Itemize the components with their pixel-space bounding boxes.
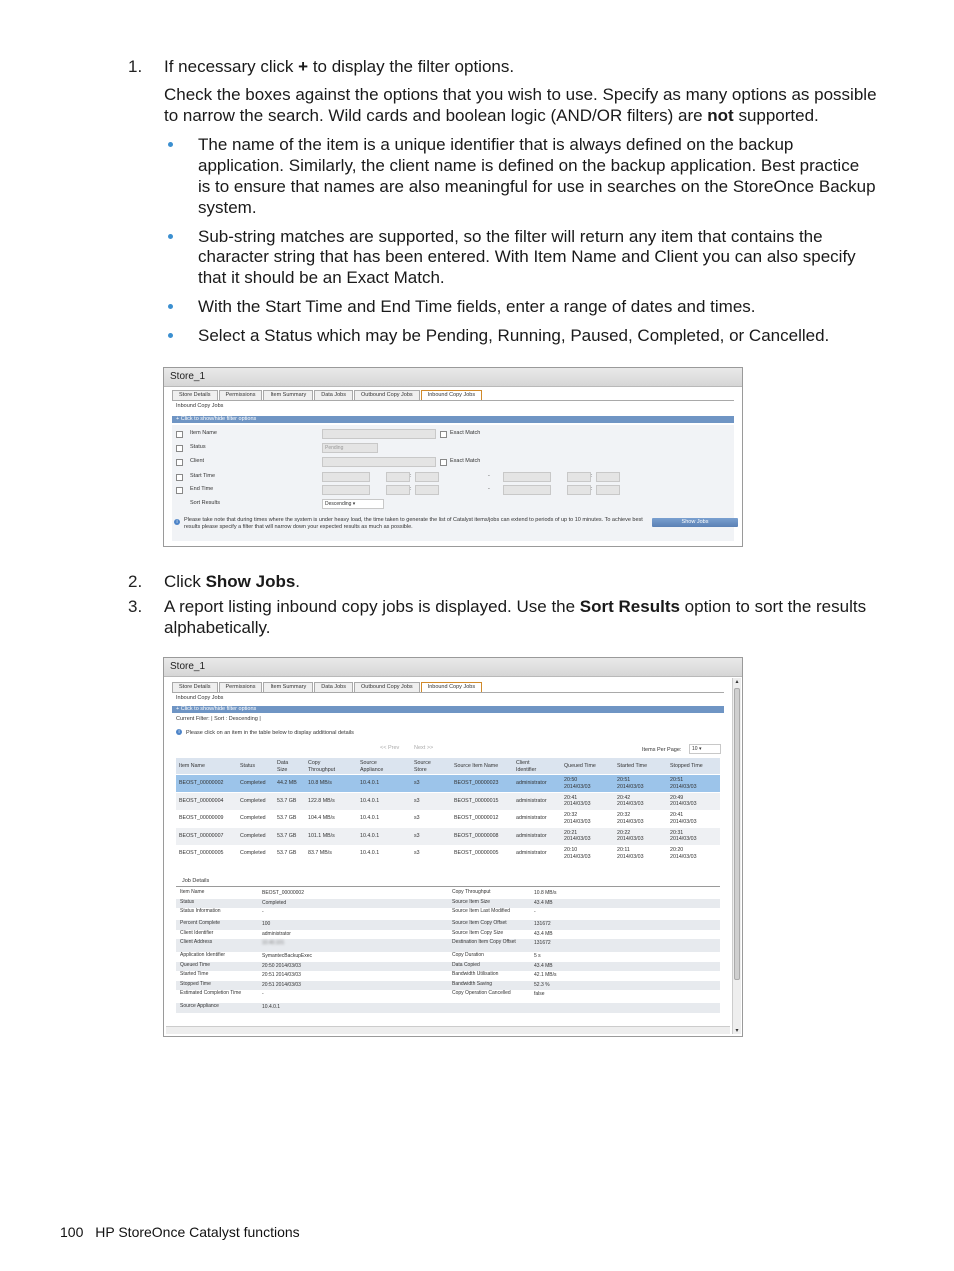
tab-data-jobs[interactable]: Data Jobs: [314, 390, 353, 400]
filter-panel: [172, 425, 734, 541]
end-minute-input[interactable]: [415, 485, 439, 495]
end-hour-input[interactable]: [386, 485, 410, 495]
horizontal-scrollbar[interactable]: [166, 1026, 730, 1034]
end-end-minute-input[interactable]: [596, 485, 620, 495]
bullet-3-icon: [168, 304, 173, 309]
step-1-number: 1.: [128, 57, 143, 76]
table-row[interactable]: [176, 828, 720, 845]
client-checkbox[interactable]: [176, 459, 183, 466]
detail-row: [176, 971, 720, 981]
filter-row-sort: [172, 497, 734, 510]
end-time-colon: :: [410, 486, 412, 492]
bullet-1-line-1: The name of the item is a unique identifier that is always defined on the backup: [198, 135, 794, 154]
cell-source-item-name: BEOST_00000023: [454, 780, 499, 786]
detail-value: 43.4 MB: [534, 900, 553, 906]
show-jobs-button[interactable]: Show Jobs: [652, 518, 738, 527]
start-end-hour-input[interactable]: [567, 472, 591, 482]
detail-label: Item Name: [180, 889, 205, 895]
detail-label: Copy Operation Cancelled: [452, 990, 511, 996]
start-end-date-input[interactable]: [503, 472, 551, 482]
bullet-4-line-1: Select a Status which may be Pending, Running, Paused, Completed, or Cancelled.: [198, 326, 830, 345]
cell-status: Completed: [240, 815, 266, 821]
detail-row: [176, 908, 720, 920]
detail-value: SymantecBackupExec: [262, 953, 313, 959]
step-3-line-2: alphabetically.: [164, 618, 271, 637]
detail-label: Estimated Completion Time: [180, 990, 242, 996]
tab-divider-2: [172, 692, 724, 693]
info-icon: i: [174, 519, 180, 525]
cell-status: Completed: [240, 832, 266, 839]
detail-label: Copy Throughput: [452, 889, 491, 895]
step-2-number: 2.: [128, 572, 143, 591]
bullet-1-icon: [168, 142, 173, 147]
detail-label: Copy Duration: [452, 952, 484, 958]
step-3-line-1: A report listing inbound copy jobs is displayed. Use the Sort Results option to sort the results: [164, 597, 867, 616]
detail-row: [176, 889, 720, 899]
detail-value: Completed: [262, 900, 287, 906]
table-row[interactable]: [176, 793, 720, 810]
scrollbar-thumb[interactable]: [734, 688, 740, 980]
cell-data-size: 44.2 MB: [277, 780, 297, 786]
detail-label: Source Item Copy Offset: [452, 920, 507, 926]
cell-source-store: s3: [414, 797, 420, 804]
col-queued-time[interactable]: Queued Time: [564, 763, 596, 769]
filter-row-end-time: [172, 483, 734, 496]
cell-source-store: s3: [414, 850, 420, 856]
col-client-identifier[interactable]: Client Identifier: [516, 760, 537, 773]
cell-stopped-time: 20:41 2014/03/03: [670, 812, 697, 825]
scroll-down-icon[interactable]: ▾: [735, 1028, 739, 1034]
detail-row: [176, 952, 720, 962]
prev-page-link[interactable]: << Prev: [380, 745, 400, 751]
cell-data-size: 53.7 GB: [277, 850, 297, 856]
detail-value: -: [534, 909, 536, 915]
cell-client-identifier: administrator: [516, 850, 547, 856]
cell-source-item-name: BEOST_00000015: [454, 797, 499, 804]
tab-bar: [172, 390, 483, 400]
items-per-page-select[interactable]: 10 ▾: [689, 744, 721, 754]
tab-bar-2: [172, 682, 483, 692]
cell-item-name: BEOST_00000009: [179, 815, 224, 821]
cell-queued-time: 20:41 2014/03/03: [564, 794, 591, 807]
page-number: 100: [60, 1224, 84, 1240]
detail-value: BEOST_00000002: [262, 890, 304, 896]
detail-value: 52.3 %: [534, 982, 550, 988]
item-name-exact-checkbox[interactable]: [440, 431, 447, 438]
detail-value: 42.1 MB/s: [534, 972, 557, 978]
cell-status: Completed: [240, 780, 266, 786]
filter-toggle-bar[interactable]: + Click to show/hide filter options: [172, 416, 734, 423]
detail-label: Status Information: [180, 908, 221, 914]
tab-store-details[interactable]: Store Details: [172, 390, 218, 400]
bullet-1-line-2: application. Similarly, the client name is defined on the backup application. Best practice: [198, 156, 860, 175]
panel-subtitle: Inbound Copy Jobs: [176, 403, 224, 409]
end-time-label: End Time: [190, 486, 214, 492]
bullet-2-line-1: Sub-string matches are supported, so the filter will return any item that contains the: [198, 227, 823, 246]
bullet-2-line-2: character string that has been entered. With Item Name and Client you can also specify: [198, 247, 856, 266]
step-3-number: 3.: [128, 597, 143, 616]
table-row[interactable]: [176, 810, 720, 827]
tab-divider: [172, 400, 734, 401]
next-page-link[interactable]: Next >>: [414, 745, 434, 751]
cell-started-time: 20:11 2014/03/03: [617, 847, 644, 860]
detail-label: Started Time: [180, 971, 209, 977]
sort-results-label: Sort Results: [190, 500, 220, 506]
cell-copy-throughput: 83.7 MB/s: [308, 850, 332, 856]
end-end-date-input[interactable]: [503, 485, 551, 495]
detail-label: Source Item Size: [452, 899, 491, 905]
step-1-paragraph-line-2: to narrow the search. Wild cards and boolean logic (AND/OR filters) are not supported.: [164, 106, 819, 125]
step-1-text: If necessary click + to display the filter options.: [164, 57, 515, 76]
cell-item-name: BEOST_00000002: [179, 780, 224, 786]
cell-source-appliance: 10.4.0.1: [360, 797, 380, 804]
col-status[interactable]: Status: [240, 763, 256, 769]
job-details-title: Job Details: [182, 878, 210, 884]
col-source-appliance[interactable]: Source Appliance: [360, 760, 384, 773]
tab-item-summary[interactable]: Item Summary: [263, 390, 313, 400]
detail-label: Destination Item Copy Offset: [452, 939, 516, 945]
item-name-input[interactable]: [322, 429, 436, 439]
cell-started-time: 20:22 2014/03/03: [617, 829, 644, 842]
cell-data-size: 53.7 GB: [277, 797, 297, 804]
cell-source-appliance: 10.4.0.1: [360, 832, 380, 839]
cell-source-appliance: 10.4.0.1: [360, 815, 380, 821]
bullet-1-line-3: is to ensure that names are also meaningful for use in searches on the StoreOnce Backup: [198, 177, 876, 196]
end-date-input[interactable]: [322, 485, 370, 495]
cell-source-appliance: 10.4.0.1: [360, 780, 380, 786]
start-date-input[interactable]: [322, 472, 370, 482]
col-started-time[interactable]: Started Time: [617, 763, 648, 769]
start-minute-input[interactable]: [415, 472, 439, 482]
detail-value: administrator: [262, 931, 291, 937]
step-2-text: Click Show Jobs.: [164, 572, 301, 591]
detail-label: Client Address: [180, 939, 213, 945]
table-row[interactable]: [176, 845, 720, 862]
detail-value: 131672: [534, 940, 551, 946]
client-exact-checkbox[interactable]: [440, 459, 447, 466]
detail-label: Data Copied: [452, 962, 480, 968]
end-time-dash: -: [488, 486, 490, 492]
start-time-colon: :: [410, 473, 412, 479]
filter-toggle-bar-2[interactable]: + Click to show/hide filter options: [172, 706, 724, 713]
cell-client-identifier: administrator: [516, 797, 547, 804]
detail-row: [176, 939, 720, 952]
tab-item-summary[interactable]: Item Summary: [263, 682, 313, 692]
detail-row: [176, 962, 720, 971]
client-exact-label: Exact Match: [450, 458, 481, 464]
cell-copy-throughput: 10.8 MB/s: [308, 780, 332, 786]
scroll-up-icon[interactable]: ▴: [735, 679, 739, 685]
detail-label: Source Item Last Modified: [452, 908, 511, 914]
cell-source-item-name: BEOST_00000008: [454, 832, 499, 839]
vertical-scrollbar[interactable]: [732, 678, 741, 1034]
detail-row: [176, 930, 720, 939]
col-copy-throughput[interactable]: Copy Throughput: [308, 760, 336, 773]
start-time-label: Start Time: [190, 473, 216, 479]
cell-source-store: s3: [414, 780, 420, 786]
start-hour-input[interactable]: [386, 472, 410, 482]
cell-started-time: 20:51 2014/03/03: [617, 777, 644, 790]
bullet-4-icon: [168, 333, 173, 338]
cell-data-size: 53.7 GB: [277, 832, 297, 839]
bullet-1-line-4: system.: [198, 198, 257, 217]
col-source-store[interactable]: Source Store: [414, 760, 431, 773]
cell-data-size: 53.7 GB: [277, 815, 297, 821]
start-time-checkbox[interactable]: [176, 474, 183, 481]
detail-value: 10.8 MB/s: [534, 890, 557, 896]
bullet-3-line-1: With the Start Time and End Time fields, enter a range of dates and times.: [198, 297, 756, 316]
cell-item-name: BEOST_00000007: [179, 832, 224, 839]
detail-value: false: [534, 991, 545, 997]
item-name-label: Item Name: [190, 430, 217, 436]
detail-label: Source Item Copy Size: [452, 930, 504, 936]
item-name-checkbox[interactable]: [176, 431, 183, 438]
heavy-load-note: Please take note that during times where the system is under heavy load, the time taken to generate the list of Catalyst items/jobs can extend to periods of up to 10 minutes. To achieve best results please specify a filter that will narrow down your expected results as much as possible.: [184, 517, 643, 530]
cell-copy-throughput: 101.1 MB/s: [308, 832, 335, 839]
cell-client-identifier: administrator: [516, 780, 547, 786]
detail-value: 100: [262, 921, 271, 927]
tab-permissions[interactable]: Permissions: [219, 390, 263, 400]
cell-item-name: BEOST_00000005: [179, 850, 224, 856]
col-stopped-time[interactable]: Stopped Time: [670, 763, 703, 769]
current-filter-text: Current Filter: | Sort : Descending |: [176, 716, 261, 722]
detail-label: Queued Time: [180, 962, 211, 968]
detail-label: Source Appliance: [180, 1003, 219, 1009]
tab-outbound-copy-jobs[interactable]: Outbound Copy Jobs: [354, 682, 420, 692]
filter-row-start-time: [172, 470, 734, 483]
page-footer: [60, 1223, 300, 1241]
tab-inbound-copy-jobs[interactable]: Inbound Copy Jobs: [421, 390, 482, 400]
cell-started-time: 20:42 2014/03/03: [617, 794, 644, 807]
col-data-size[interactable]: Data Size: [277, 760, 289, 773]
filter-options-screenshot: [163, 367, 743, 547]
status-select[interactable]: Pending: [322, 443, 378, 453]
tab-inbound-copy-jobs[interactable]: Inbound Copy Jobs: [421, 682, 482, 692]
cell-item-name: BEOST_00000004: [179, 797, 224, 804]
end-end-hour-input[interactable]: [567, 485, 591, 495]
info-icon-2: i: [176, 729, 182, 735]
cell-source-item-name: BEOST_00000005: [454, 850, 499, 856]
detail-label: Bandwidth Saving: [452, 981, 493, 987]
tab-store-details[interactable]: Store Details: [172, 682, 218, 692]
detail-label: Percent Complete: [180, 920, 221, 926]
filter-row-item-name: [172, 427, 734, 440]
cell-source-store: s3: [414, 832, 420, 839]
filter-row-client: [172, 455, 734, 468]
end-end-colon: :: [591, 486, 593, 492]
cell-stopped-time: 20:20 2014/03/03: [670, 847, 697, 860]
detail-value: 5 s: [534, 953, 541, 959]
cell-copy-throughput: 122.8 MB/s: [308, 797, 335, 804]
col-item-name[interactable]: Item Name: [179, 763, 205, 769]
detail-value: 20:51 2014/03/03: [262, 982, 301, 988]
cell-status: Completed: [240, 850, 266, 856]
client-label: Client: [190, 458, 205, 464]
client-input[interactable]: [322, 457, 436, 467]
detail-label: Client Identifier: [180, 930, 214, 936]
detail-row: [176, 899, 720, 908]
cell-source-appliance: 10.4.0.1: [360, 850, 380, 856]
store-title: Store_1: [164, 368, 742, 387]
detail-value: 10.40.101: [262, 940, 285, 946]
cell-queued-time: 20:50 2014/03/03: [564, 777, 591, 790]
filter-row-status: [172, 441, 734, 454]
cell-copy-throughput: 104.4 MB/s: [308, 815, 335, 821]
detail-label: Application Identifier: [180, 952, 226, 958]
report-screenshot: [163, 657, 743, 1037]
detail-row: [176, 981, 720, 990]
job-details-divider: [176, 886, 720, 887]
cell-status: Completed: [240, 797, 266, 804]
table-row[interactable]: [176, 775, 720, 792]
start-time-dash: -: [488, 473, 490, 479]
cell-source-store: s3: [414, 815, 420, 821]
cell-stopped-time: 20:51 2014/03/03: [670, 777, 697, 790]
cell-stopped-time: 20:31 2014/03/03: [670, 829, 697, 842]
cell-source-item-name: BEOST_00000012: [454, 815, 499, 821]
table-header: [176, 758, 720, 774]
detail-label: Status: [180, 899, 195, 905]
bullet-2-line-3: that it should be an Exact Match.: [198, 268, 445, 287]
detail-label: Stopped Time: [180, 981, 211, 987]
col-source-item-name[interactable]: Source Item Name: [454, 763, 499, 769]
tab-permissions[interactable]: Permissions: [219, 682, 263, 692]
detail-value: 20:50 2014/03/03: [262, 963, 301, 969]
click-hint-text: Please click on an item in the table below to display additional details: [186, 730, 354, 736]
items-per-page-label: Items Per Page:: [642, 747, 682, 753]
bullet-2-icon: [168, 234, 173, 239]
detail-value: -: [262, 909, 264, 915]
detail-value: 20:51 2014/03/03: [262, 972, 301, 978]
cell-client-identifier: administrator: [516, 815, 547, 821]
detail-value: 43.4 MB: [534, 963, 553, 969]
tab-outbound-copy-jobs[interactable]: Outbound Copy Jobs: [354, 390, 420, 400]
footer-section: HP StoreOnce Catalyst functions: [95, 1224, 300, 1240]
status-label: Status: [190, 444, 206, 450]
detail-row: [176, 1003, 720, 1013]
cell-stopped-time: 20:49 2014/03/03: [670, 794, 697, 807]
detail-value: -: [262, 991, 264, 997]
cell-started-time: 20:32 2014/03/03: [617, 812, 644, 825]
detail-value: 43.4 MB: [534, 931, 553, 937]
start-end-minute-input[interactable]: [596, 472, 620, 482]
step-1-paragraph-line-1: Check the boxes against the options that you wish to use. Specify as many options as possible: [164, 85, 877, 104]
sort-results-select[interactable]: Descending ▾: [322, 499, 384, 509]
detail-value: 131672: [534, 921, 551, 927]
end-time-checkbox[interactable]: [176, 487, 183, 494]
store-title-2: Store_1: [164, 658, 742, 677]
item-name-exact-label: Exact Match: [450, 430, 481, 436]
detail-label: Bandwidth Utilisation: [452, 971, 499, 977]
panel-subtitle-2: Inbound Copy Jobs: [176, 695, 224, 701]
start-end-colon: :: [591, 473, 593, 479]
detail-value: 10.4.0.1: [262, 1004, 281, 1010]
cell-queued-time: 20:10 2014/03/03: [564, 847, 591, 860]
cell-client-identifier: administrator: [516, 832, 547, 839]
cell-queued-time: 20:21 2014/03/03: [564, 829, 591, 842]
detail-row: [176, 920, 720, 930]
status-checkbox[interactable]: [176, 445, 183, 452]
tab-data-jobs[interactable]: Data Jobs: [314, 682, 353, 692]
detail-row: [176, 990, 720, 1003]
cell-queued-time: 20:32 2014/03/03: [564, 812, 591, 825]
